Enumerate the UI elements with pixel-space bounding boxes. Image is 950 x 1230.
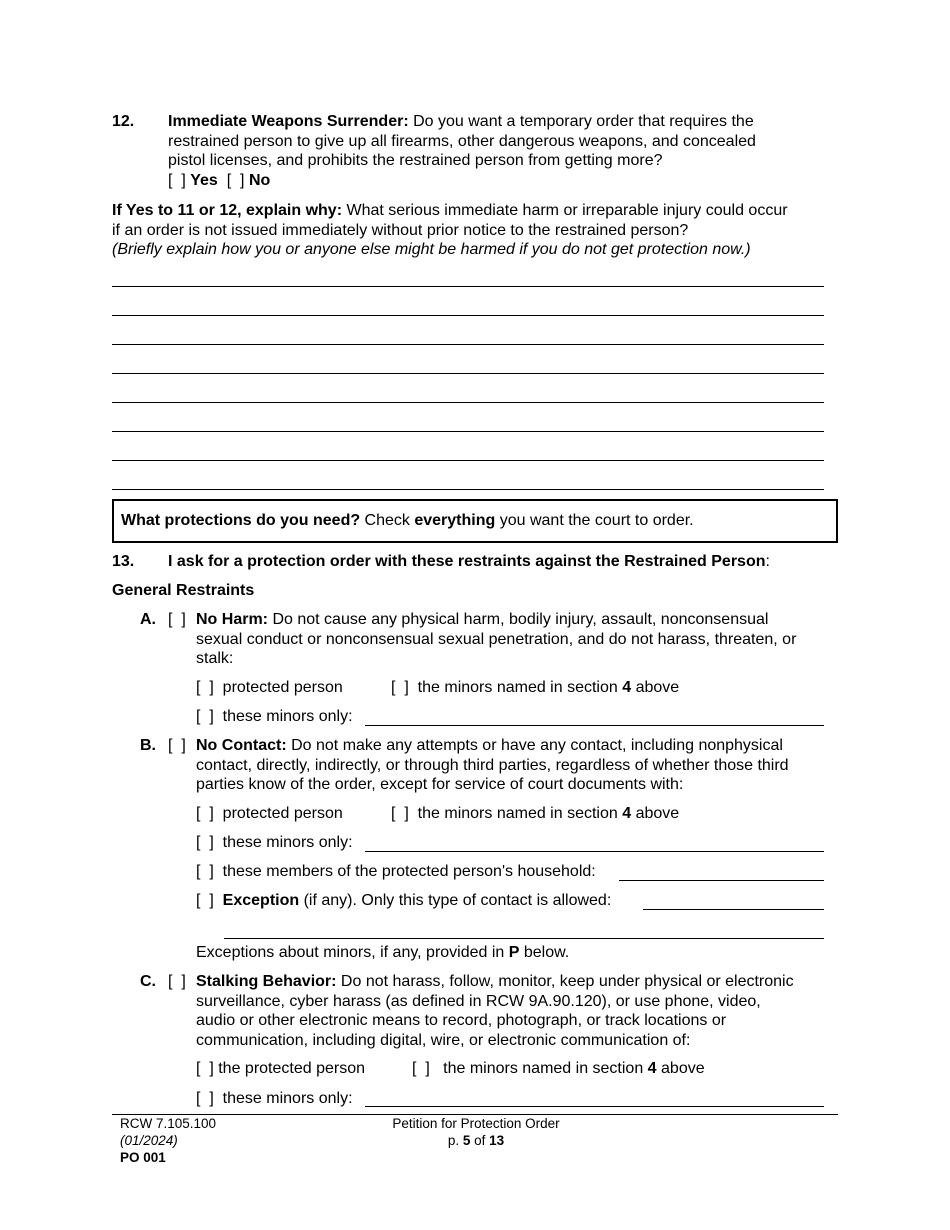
no-checkbox[interactable]: [ ] [226, 171, 245, 189]
footer-form-title: Petition for Protection Order [392, 1116, 560, 1131]
minors-named-checkbox[interactable]: [ ] [391, 679, 409, 696]
footer-date: (01/2024) [120, 1133, 178, 1148]
writing-line [112, 460, 824, 461]
writing-line [112, 286, 824, 287]
item-12-number: 12. [112, 113, 135, 130]
restraint-c-letter: C. [140, 973, 156, 990]
writing-line [112, 489, 824, 490]
restraint-a-text: No Harm: Do not cause any physical harm, bodily injury, assault, nonconsensual sexual conduct or nonconsensual sexual penetration, and do not harass, threaten, or stalk: [196, 611, 797, 667]
minors-named-checkbox[interactable]: [ ] [412, 1060, 430, 1077]
these-minors-checkbox[interactable]: [ ] [196, 1090, 214, 1107]
restraint-b-exception-option: [ ] Exception (if any). Only this type of contact is allowed: [196, 892, 612, 909]
restraint-a-protected-person-option: [ ] protected person [196, 679, 343, 696]
writing-line [112, 431, 824, 432]
protected-person-checkbox[interactable]: [ ] [196, 805, 214, 822]
restraint-c-checkbox[interactable]: [ ] [168, 973, 186, 990]
exception-blank[interactable] [643, 909, 824, 910]
these-minors-blank[interactable] [365, 725, 824, 726]
item-12-text: Immediate Weapons Surrender: Do you want a temporary order that requires the restrained person to give up all firearms, other dangerous weapons, and concealed pistol licenses, and prohibits the restrained person from getting more? [ ] Yes [ ] No [168, 113, 756, 189]
restraint-b-these-minors-option: [ ] these minors only: [196, 834, 353, 851]
restraint-b-checkbox[interactable]: [ ] [168, 737, 186, 754]
protections-callout-text: What protections do you need? Check everything you want the court to order. [121, 512, 694, 529]
restraint-c-minors-named-option: [ ] the minors named in section 4 above [412, 1060, 705, 1077]
restraint-a-minors-named-option: [ ] the minors named in section 4 above [391, 679, 680, 696]
writing-line [112, 402, 824, 403]
exception-blank-line-2[interactable] [224, 938, 824, 939]
these-minors-checkbox[interactable]: [ ] [196, 834, 214, 851]
footer-form-number: PO 001 [120, 1150, 166, 1165]
footer-rcw: RCW 7.105.100 [120, 1116, 217, 1131]
restraint-b-household-option: [ ] these members of the protected person's household: [196, 863, 596, 880]
protected-person-checkbox[interactable]: [ ] [196, 679, 214, 696]
restraint-c-these-minors-option: [ ] these minors only: [196, 1090, 353, 1107]
household-checkbox[interactable]: [ ] [196, 863, 214, 880]
no-label: No [248, 171, 271, 189]
item-13-title: I ask for a protection order with these restraints against the Restrained Person: [168, 553, 770, 570]
household-blank[interactable] [619, 880, 824, 881]
restraint-a-letter: A. [140, 611, 156, 628]
restraint-c-text: Stalking Behavior: Do not harass, follow, monitor, keep under physical or electronic surveillance, cyber harass (as defined in RCW 9A.90.120), or use phone, video, audio or other electronic means to record, photograph, or track locations or communication, including digital, wire, or electronic communication of: [196, 973, 794, 1049]
these-minors-checkbox[interactable]: [ ] [196, 708, 214, 725]
restraint-c-protected-person-option: [ ] the protected person [196, 1060, 365, 1077]
exception-checkbox[interactable]: [ ] [196, 892, 214, 909]
restraint-b-text: No Contact: Do not make any attempts or have any contact, including nonphysical contact, directly, indirectly, or through third parties, regardless of whether those third parties know of the order, except for service of court documents with: [196, 737, 789, 793]
writing-line [112, 344, 824, 345]
footer-left [120, 1115, 216, 1166]
restraint-b-letter: B. [140, 737, 156, 754]
yes-label: Yes [190, 171, 218, 189]
these-minors-blank[interactable] [365, 1106, 824, 1107]
restraint-b-protected-person-option: [ ] protected person [196, 805, 343, 822]
writing-line [112, 373, 824, 374]
restraint-a-these-minors-option: [ ] these minors only: [196, 708, 353, 725]
protected-person-checkbox[interactable]: [ ] [196, 1060, 214, 1077]
general-restraints-heading: General Restraints [112, 582, 255, 599]
yes-checkbox[interactable]: [ ] [168, 171, 186, 189]
item-13-number: 13. [112, 553, 135, 570]
these-minors-blank[interactable] [365, 851, 824, 852]
restraint-b-minors-named-option: [ ] the minors named in section 4 above [391, 805, 680, 822]
exceptions-about-minors-note: Exceptions about minors, if any, provided in P below. [196, 944, 570, 961]
minors-named-checkbox[interactable]: [ ] [391, 805, 409, 822]
restraint-a-checkbox[interactable]: [ ] [168, 611, 186, 628]
writing-line [112, 315, 824, 316]
explain-section: If Yes to 11 or 12, explain why: What serious immediate harm or irreparable injury could occur if an order is not issued immediately without prior notice to the restrained person? (Briefly explain how you or anyone else might be harmed if you do not get protection now.) [112, 202, 788, 258]
footer-center [370, 1115, 582, 1149]
footer-page-number: p. 5 of 13 [447, 1133, 505, 1148]
